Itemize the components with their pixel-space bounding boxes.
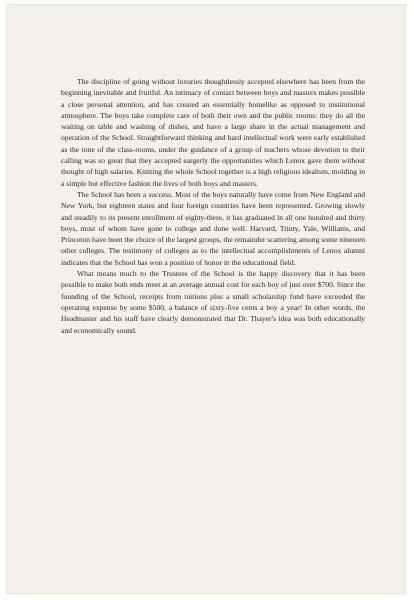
paragraph-2: The School has been a success. Most of the boys naturally have come from New England and New York, but eighteen states and four foreign countries have been represented. Growing slowly and steadily to its present enrollment of eighty-three, it has graduated in all one hundred and thirty boys, most of whom have gone to college and done well. Harvard, Trinty, Yale, Williams, and Princeton have been the choice of the largest groups, the remainder scattering among some nineteen other colleges. The testimony of colleges as to the intellectual accomplishments of Lenox alumni indicates that the School has won a position of honor in the educational field.: [61, 189, 365, 267]
body-text: [61, 76, 365, 336]
paragraph-1: The discipline of going without luxuries thoughtlessly accepted elsewhere has been from the beginning inevitable and fruitful. An intimacy of contact between boys and masters makes possible a close personal attention, and has created an essentially homelike as opposed to institutional atmosphere. The boys take complete care of both their own and the public rooms: they do all the waiting on table and washing of dishes, and have a large share in the actual management and operation of the School. Straightforward thinking and hard intellectual work were early established as the tone of the class-rooms, under the guidance of a group of teachers whose devotion to their calling was so great that they accepted eargerly the opportunities which Lenox gave them without thought of high salaries. Knitting the whole School together is a high religious idealism, molding in a simple but effective fashion the lives of both boys and masters.: [61, 77, 365, 188]
paragraph-3: What means much to the Trustees of the School is the happy discovery that it has been possible to make both ends meet at an average annual cost for each boy of just over $700. Since the founding of the School, receipts from tuitions plus a small scholarship fund have exceeded the operating expense by some $500, a balance of sixty-five cents a boy a year! In other words, the Headmaster and his staff have clearly demonstrated that Dr. Thayer's idea was both educationally and economically sound.: [61, 269, 365, 335]
document-page: [6, 4, 406, 594]
